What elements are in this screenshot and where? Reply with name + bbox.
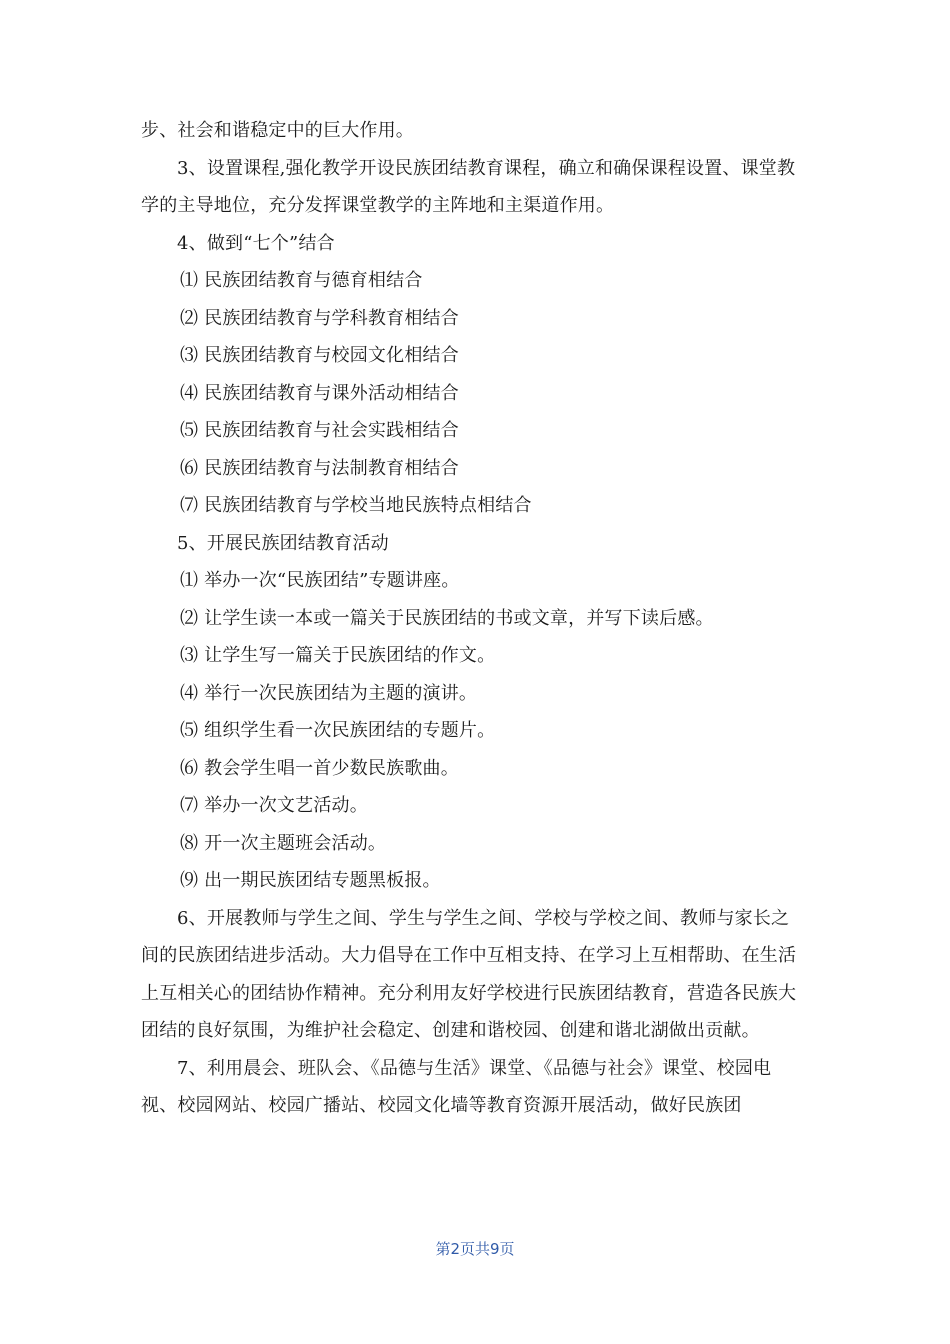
list-item: ⑷ 举行一次民族团结为主题的演讲。 (180, 682, 478, 704)
paragraph: 步、社会和谐稳定中的巨大作用。 (141, 120, 414, 141)
list-item: ⑺ 举办一次文艺活动。 (180, 795, 368, 816)
paragraph: 4、做到“七个”结合 (177, 232, 335, 254)
list-item: ⑻ 开一次主题班会活动。 (180, 832, 387, 854)
page-number: 第2页共9页 (435, 1240, 515, 1258)
list-item: ⑵ 民族团结教育与学科教育相结合 (180, 307, 459, 329)
list-item: ⑼ 出一期民族团结专题黑板报。 (180, 870, 441, 891)
paragraph: 3、设置课程,强化教学开设民族团结教育课程，确立和确保课程设置、课堂教学的主导地位，充分发挥课堂教学的主阵地和主渠道作用。 (141, 157, 796, 216)
list-item: ⑸ 民族团结教育与社会实践相结合 (180, 420, 459, 441)
paragraph: 7、利用晨会、班队会、《品德与生活》课堂、《品德与社会》课堂、校园电视、校园网站、校园广播站、校园文化墙等教育资源开展活动，做好民族团 (141, 1057, 772, 1116)
list-item: ⑷ 民族团结教育与课外活动相结合 (180, 382, 459, 404)
list-item: ⑸ 组织学生看一次民族团结的专题片。 (180, 720, 496, 741)
list-item: ⑹ 教会学生唱一首少数民族歌曲。 (180, 757, 459, 779)
list-item: ⑺ 民族团结教育与学校当地民族特点相结合 (180, 495, 532, 516)
list-item: ⑴ 民族团结教育与德育相结合 (180, 270, 423, 291)
list-item: ⑶ 让学生写一篇关于民族团结的作文。 (180, 645, 496, 666)
document-body (141, 112, 803, 1125)
list-item: ⑶ 民族团结教育与校园文化相结合 (180, 345, 459, 366)
paragraph: 5、开展民族团结教育活动 (177, 532, 389, 554)
list-item: ⑵ 让学生读一本或一篇关于民族团结的书或文章，并写下读后感。 (180, 607, 714, 629)
paragraph: 6、开展教师与学生之间、学生与学生之间、学校与学校之间、教师与家长之间的民族团结进步活动。大力倡导在工作中互相支持、在学习上互相帮助、在生活上互相关心的团结协作精神。充分利用友好学校进行民族团结教育，营造各民族大团结的良好氛围，为维护社会稳定、创建和谐校园、创建和谐北湖做出贡献。 (141, 907, 797, 1041)
list-item: ⑴ 举办一次“民族团结”专题讲座。 (180, 570, 460, 591)
list-item: ⑹ 民族团结教育与法制教育相结合 (180, 457, 459, 479)
